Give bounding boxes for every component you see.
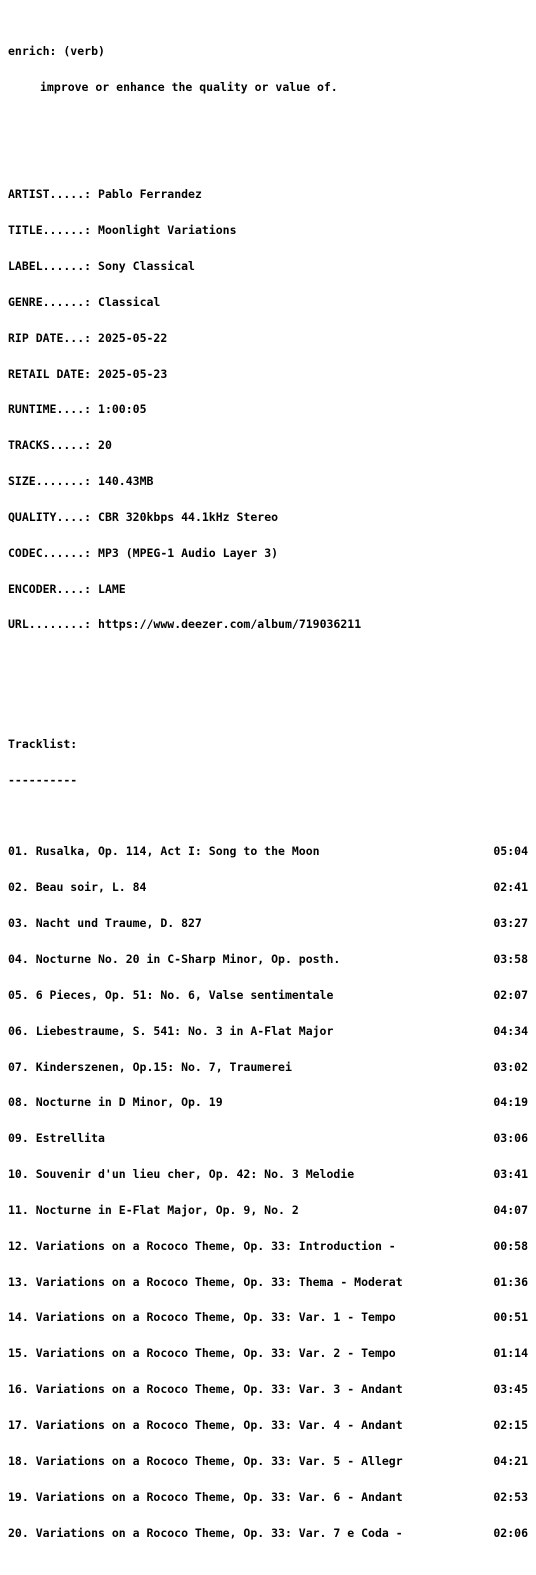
info-rip-date [8, 330, 528, 345]
track-title: 01. Rusalka, Op. 114, Act I: Song to the Moon [8, 844, 320, 859]
info-label: QUALITY....: [8, 509, 92, 524]
track-row [8, 1169, 528, 1181]
info-codec [8, 545, 528, 560]
track-title: 02. Beau soir, L. 84 [8, 880, 147, 895]
info-tracks [8, 440, 528, 452]
track-row [8, 1384, 528, 1396]
info-title [8, 225, 528, 237]
track-title: 10. Souvenir d'un lieu cher, Op. 42: No. 3 Melodie [8, 1167, 355, 1182]
track-row [8, 987, 528, 1002]
info-label: TRACKS.....: [8, 438, 92, 453]
info-value: 2025-05-23 [98, 366, 168, 381]
info-value: MP3 (MPEG-1 Audio Layer 3) [98, 545, 279, 560]
track-duration: 04:34 [493, 1023, 528, 1038]
track-title: 11. Nocturne in E-Flat Major, Op. 9, No. 2 [8, 1202, 299, 1217]
info-label: RUNTIME....: [8, 402, 92, 417]
spacer [8, 691, 528, 703]
track-title: 16. Variations on a Rococo Theme, Op. 33: Var. 3 - Andant [8, 1382, 403, 1397]
track-duration: 03:02 [493, 1059, 528, 1074]
info-value: Moonlight Variations [98, 223, 237, 238]
track-duration: 01:36 [493, 1274, 528, 1289]
info-label: RETAIL DATE: [8, 366, 92, 381]
info-value: Pablo Ferrandez [98, 187, 202, 202]
track-row [8, 1274, 528, 1289]
track-duration: 03:58 [493, 952, 528, 966]
info-genre [8, 294, 528, 309]
track-title: 04. Nocturne No. 20 in C-Sharp Minor, Op. posth. [8, 952, 341, 966]
track-duration: 00:51 [493, 1310, 528, 1325]
info-value: 20 [98, 438, 112, 453]
track-row [8, 1238, 528, 1253]
track-row [8, 1312, 528, 1324]
track-duration: 03:45 [493, 1382, 528, 1397]
info-value: CBR 320kbps 44.1kHz Stereo [98, 509, 279, 524]
track-title: 14. Variations on a Rococo Theme, Op. 33: Var. 1 - Tempo [8, 1310, 396, 1325]
track-duration: 04:07 [493, 1202, 528, 1217]
track-duration: 05:04 [493, 844, 528, 859]
track-row [8, 1348, 528, 1360]
info-value: 1:00:05 [98, 402, 147, 417]
track-row [8, 918, 528, 930]
info-label: ARTIST.....: [8, 187, 92, 202]
info-value: Sony Classical [98, 258, 195, 273]
track-row [8, 954, 528, 966]
track-row [8, 1453, 528, 1468]
info-value: 140.43MB [98, 474, 154, 489]
track-title: 12. Variations on a Rococo Theme, Op. 33: Introduction - [8, 1238, 396, 1253]
track-duration: 03:27 [493, 916, 528, 931]
track-duration: 02:15 [493, 1417, 528, 1432]
track-duration: 02:41 [493, 880, 528, 895]
info-value: LAME [98, 581, 126, 596]
info-label: URL........: [8, 617, 92, 632]
info-value: 2025-05-22 [98, 330, 168, 345]
track-duration: 02:53 [493, 1489, 528, 1504]
track-title: 07. Kinderszenen, Op.15: No. 7, Traumerei [8, 1059, 292, 1074]
info-label-row [8, 258, 528, 273]
info-runtime [8, 404, 528, 416]
tracklist-heading: Tracklist: [8, 736, 78, 751]
info-quality [8, 509, 528, 524]
track-row [8, 1525, 528, 1540]
track-row [8, 1417, 528, 1432]
track-duration: 02:07 [493, 987, 528, 1002]
track-title: 19. Variations on a Rococo Theme, Op. 33: Var. 6 - Andant [8, 1489, 403, 1504]
spacer [8, 118, 528, 130]
info-retail-date [8, 366, 528, 381]
track-duration: 00:58 [493, 1238, 528, 1253]
info-label: CODEC......: [8, 545, 92, 560]
track-title: 03. Nacht und Traume, D. 827 [8, 916, 202, 931]
tracklist [8, 823, 528, 1564]
info-label: SIZE.......: [8, 474, 92, 489]
track-title: 18. Variations on a Rococo Theme, Op. 33: Var. 5 - Allegr [8, 1453, 403, 1468]
track-row [8, 1059, 528, 1074]
track-row [8, 1097, 528, 1109]
track-title: 06. Liebestraume, S. 541: No. 3 in A-Flat Major [8, 1023, 334, 1038]
track-row [8, 1023, 528, 1038]
track-title: 09. Estrellita [8, 1131, 105, 1146]
release-info [8, 165, 528, 655]
track-duration: 03:41 [493, 1167, 528, 1182]
info-label: TITLE......: [8, 223, 92, 238]
track-duration: 04:19 [493, 1095, 528, 1110]
info-label: LABEL......: [8, 258, 92, 273]
info-value: Classical [98, 294, 161, 309]
track-row [8, 1489, 528, 1504]
track-duration: 01:14 [493, 1346, 528, 1361]
nfo-text-viewer [8, 22, 528, 1575]
info-label: GENRE......: [8, 294, 92, 309]
track-title: 17. Variations on a Rococo Theme, Op. 33: Var. 4 - Andant [8, 1417, 403, 1432]
track-row [8, 1133, 528, 1145]
info-size [8, 476, 528, 488]
definition-meaning: improve or enhance the quality or value of. [40, 79, 338, 94]
info-url [8, 619, 528, 631]
track-title: 05. 6 Pieces, Op. 51: No. 6, Valse sentimentale [8, 987, 334, 1002]
info-artist [8, 189, 528, 201]
track-duration: 04:21 [493, 1453, 528, 1468]
track-title: 08. Nocturne in D Minor, Op. 19 [8, 1095, 223, 1110]
definition-word: enrich: (verb) [8, 43, 105, 58]
track-duration: 02:06 [493, 1525, 528, 1540]
track-duration: 03:06 [493, 1131, 528, 1146]
tracklist-underline: ---------- [8, 772, 78, 787]
track-row [8, 846, 528, 858]
info-encoder [8, 581, 528, 596]
track-row [8, 1202, 528, 1217]
track-row [8, 882, 528, 894]
info-label: RIP DATE...: [8, 330, 92, 345]
info-url-value: https://www.deezer.com/album/719036211 [98, 617, 362, 632]
track-title: 13. Variations on a Rococo Theme, Op. 33: Thema - Moderat [8, 1274, 403, 1289]
track-title: 15. Variations on a Rococo Theme, Op. 33: Var. 2 - Tempo [8, 1346, 396, 1361]
track-title: 20. Variations on a Rococo Theme, Op. 33: Var. 7 e Coda - [8, 1525, 403, 1540]
info-label: ENCODER....: [8, 581, 92, 596]
